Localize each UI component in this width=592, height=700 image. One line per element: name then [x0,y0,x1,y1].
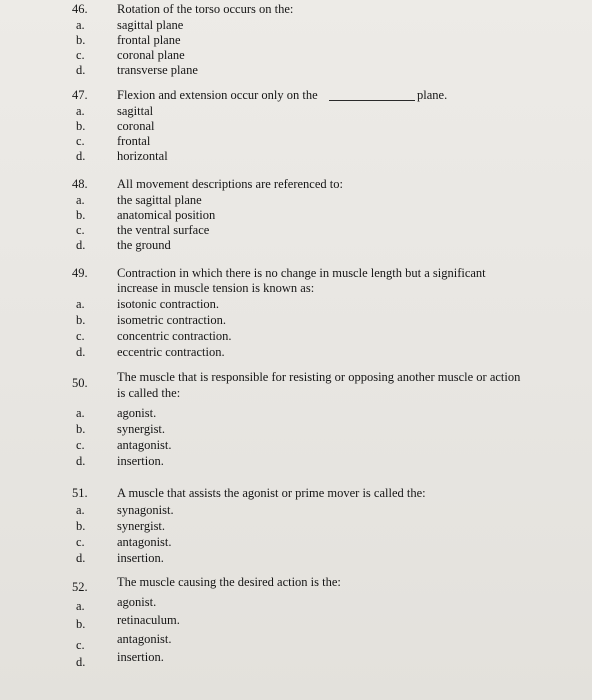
option-text: frontal plane [117,33,181,47]
question-stem: All movement descriptions are referenced to: [117,177,343,191]
option-letter: d. [76,345,86,359]
question-number: 52. [72,580,88,594]
question-stem: A muscle that assists the agonist or prime mover is called the: [117,486,426,500]
option-letter: a. [76,503,85,517]
question-stem: Rotation of the torso occurs on the: [117,2,294,16]
option-text: retinaculum. [117,613,180,627]
option-text: sagittal plane [117,18,184,32]
option-letter: b. [76,422,86,436]
option-text: coronal [117,119,155,133]
question-number: 47. [72,88,88,102]
option-letter: c. [76,438,85,452]
question-stem: Flexion and extension occur only on the [117,88,318,102]
question-stem-suffix: plane. [417,88,448,102]
question-stem: The muscle causing the desired action is the: [117,575,341,589]
option-letter: d. [76,63,86,77]
option-letter: b. [76,617,86,631]
option-letter: c. [76,134,85,148]
option-letter: a. [76,18,85,32]
option-text: insertion. [117,454,164,468]
question-number: 51. [72,486,88,500]
option-text: synagonist. [117,503,174,517]
option-text: frontal [117,134,151,148]
option-letter: b. [76,33,86,47]
option-letter: b. [76,519,86,533]
option-text: transverse plane [117,63,198,77]
option-text: the sagittal plane [117,193,202,207]
option-letter: d. [76,454,86,468]
option-text: agonist. [117,406,157,420]
option-letter: b. [76,313,86,327]
option-text: isometric contraction. [117,313,226,327]
option-text: isotonic contraction. [117,297,220,311]
option-text: antagonist. [117,438,172,452]
option-text: agonist. [117,595,157,609]
question-stem-line2: increase in muscle tension is known as: [117,281,315,295]
question-number: 48. [72,177,88,191]
option-text: sagittal [117,104,154,118]
option-letter: a. [76,406,85,420]
option-letter: d. [76,149,86,163]
option-text: insertion. [117,650,164,664]
option-text: anatomical position [117,208,216,222]
option-letter: a. [76,104,85,118]
option-text: antagonist. [117,632,172,646]
option-text: eccentric contraction. [117,345,225,359]
option-letter: c. [76,535,85,549]
question-number: 46. [72,2,88,16]
question-number: 50. [72,376,88,390]
option-letter: a. [76,599,85,613]
option-text: synergist. [117,519,166,533]
option-letter: c. [76,223,85,237]
option-text: coronal plane [117,48,185,62]
option-letter: c. [76,329,85,343]
answer-blank[interactable] [329,100,415,101]
option-text: the ground [117,238,171,252]
question-stem-line2: is called the: [117,386,181,400]
option-text: horizontal [117,149,168,163]
option-letter: c. [76,48,85,62]
option-text: insertion. [117,551,164,565]
option-text: the ventral surface [117,223,210,237]
option-letter: d. [76,655,86,669]
question-stem-line1: Contraction in which there is no change in muscle length but a significant [117,266,486,280]
question-stem-line1: The muscle that is responsible for resisting or opposing another muscle or action [117,370,521,384]
question-number: 49. [72,266,88,280]
option-letter: d. [76,238,86,252]
option-text: antagonist. [117,535,172,549]
option-letter: b. [76,119,86,133]
option-letter: d. [76,551,86,565]
option-letter: a. [76,193,85,207]
option-text: synergist. [117,422,166,436]
option-letter: c. [76,638,85,652]
option-letter: a. [76,297,85,311]
option-letter: b. [76,208,86,222]
option-text: concentric contraction. [117,329,232,343]
